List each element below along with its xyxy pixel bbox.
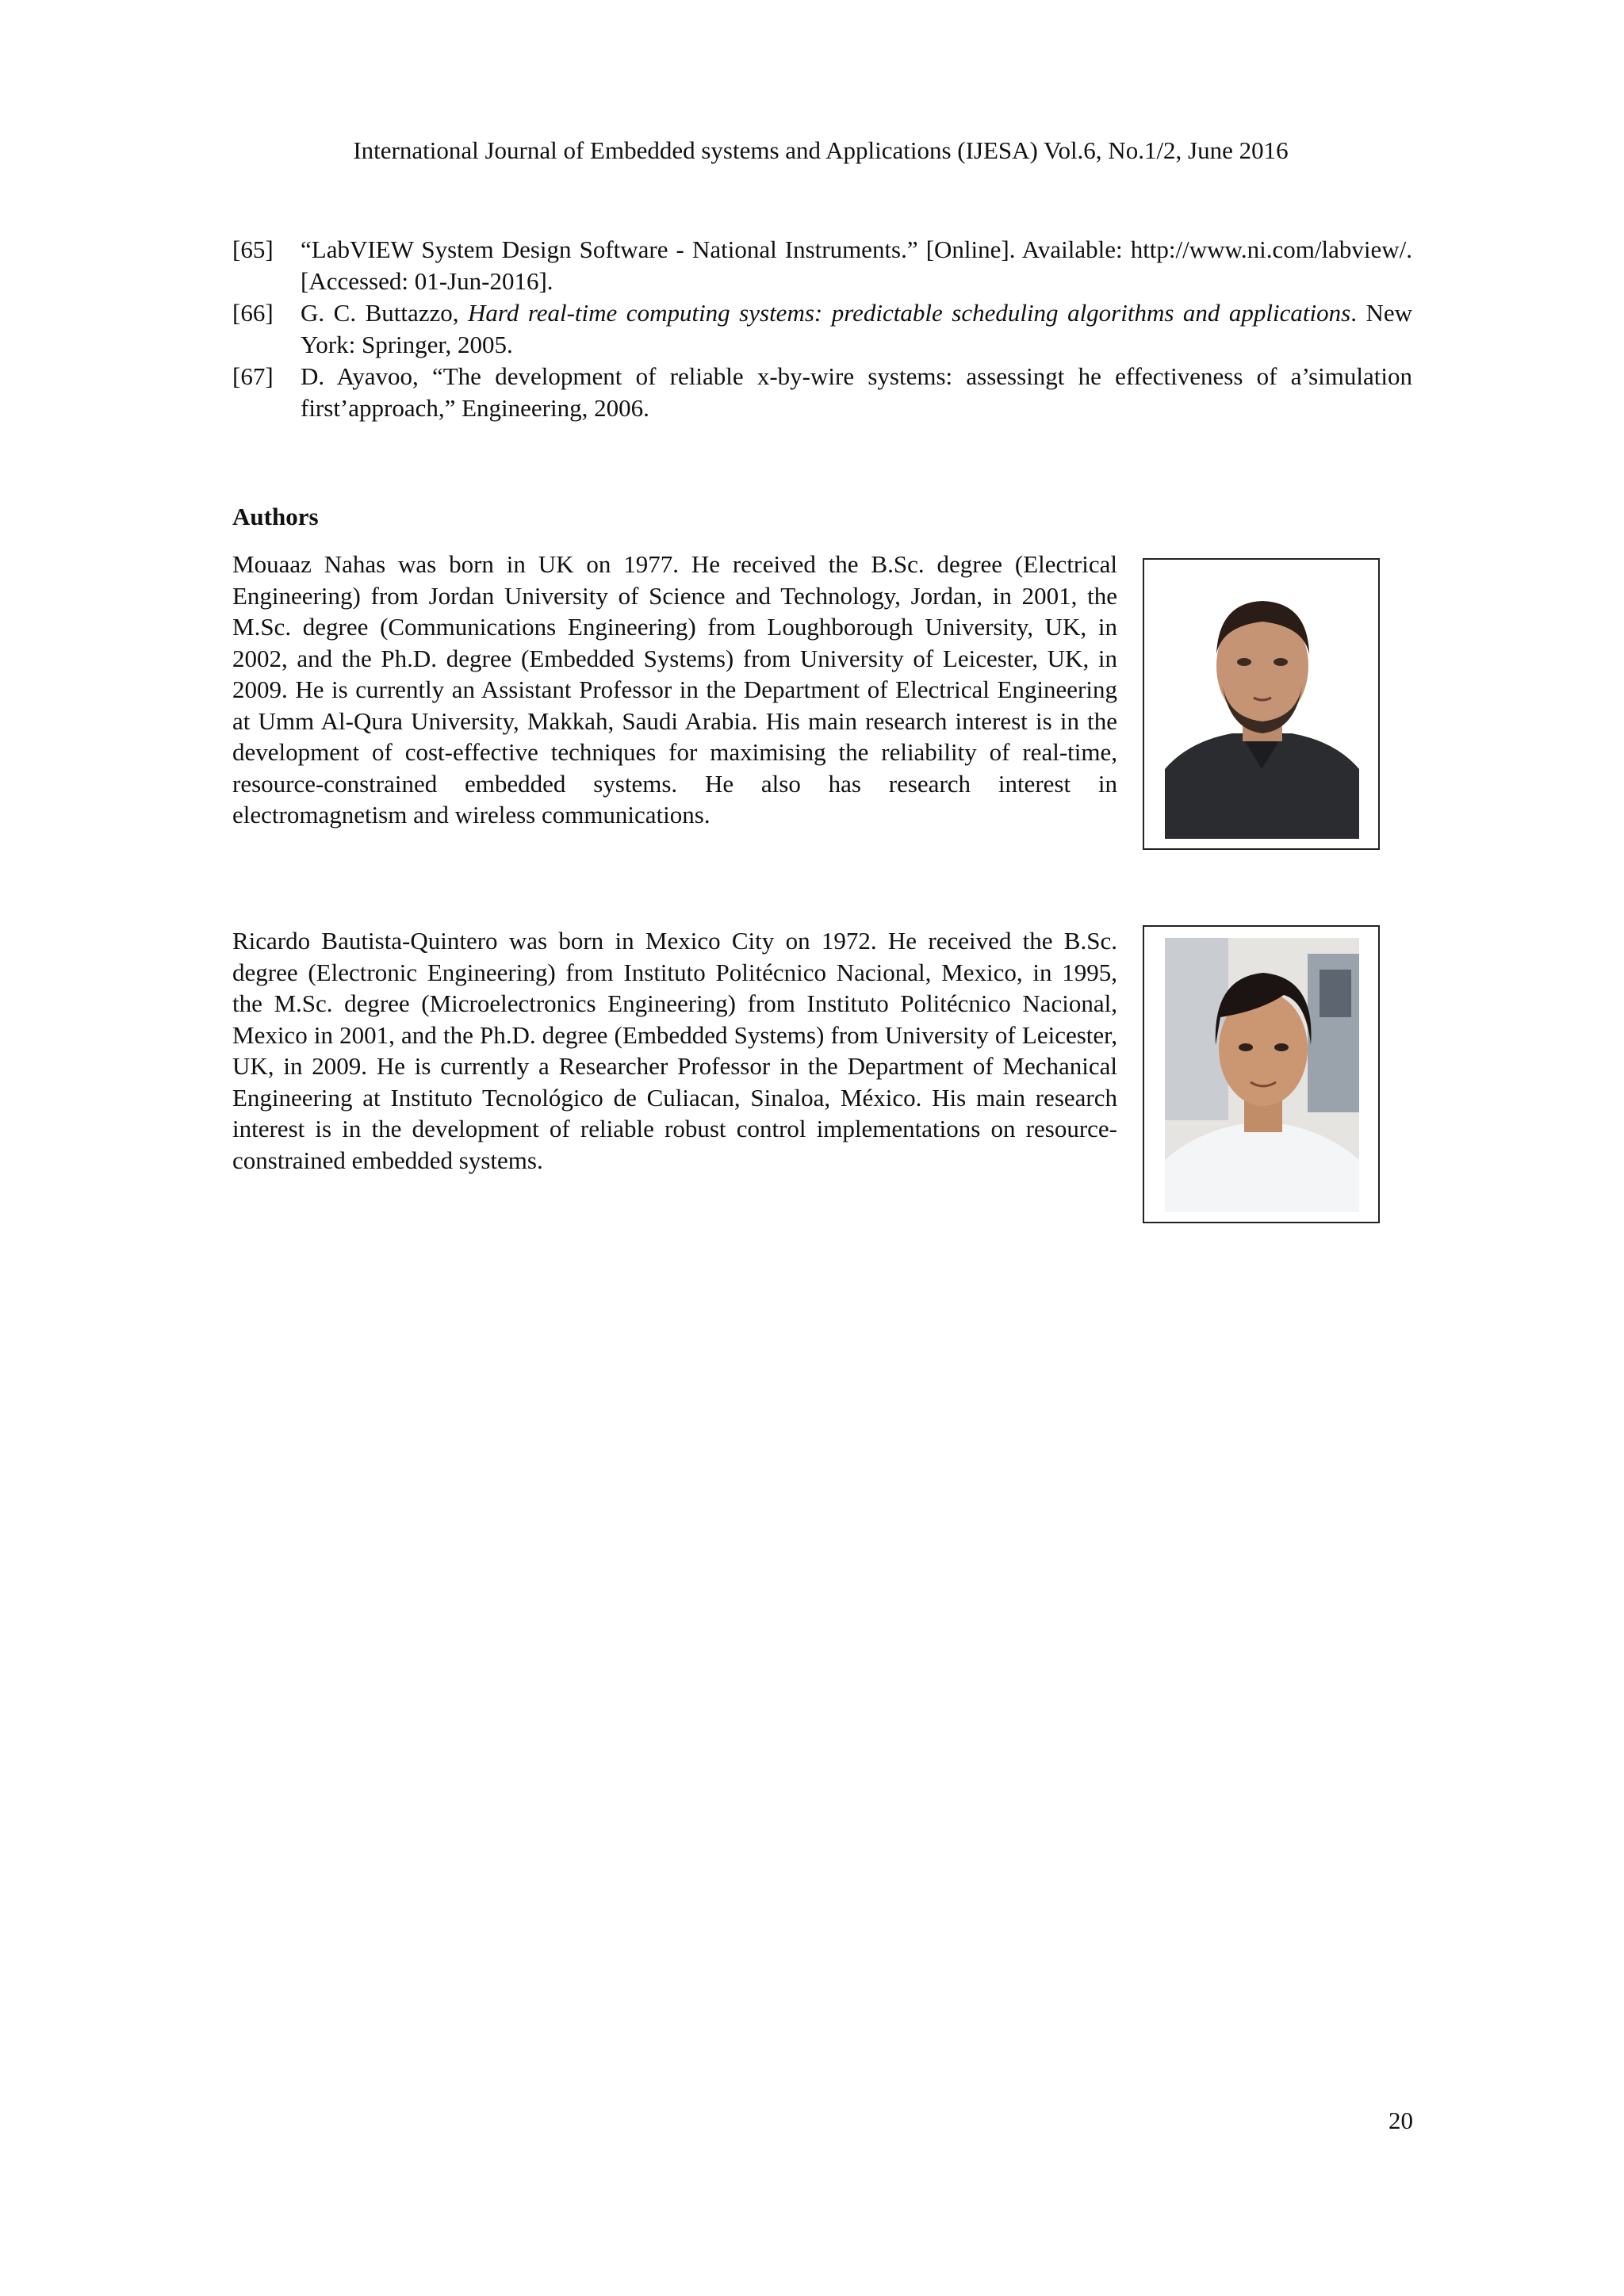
reference-list: [232, 234, 1412, 424]
authors-heading: Authors: [232, 503, 319, 530]
reference-number: [67]: [232, 362, 274, 390]
reference-item: [232, 234, 1412, 297]
portrait-image: [1165, 938, 1359, 1212]
reference-text: [301, 297, 1412, 361]
author-photo-frame: [1143, 925, 1380, 1223]
reference-text-plain: G. C. Buttazzo,: [301, 299, 469, 327]
reference-book-title: Hard real-time computing systems: predictable scheduling algorithms and applications: [468, 299, 1351, 327]
author-photo: [1165, 938, 1359, 1212]
reference-text-plain: . New York: Springer, 2005.: [301, 299, 1412, 358]
author-bio-nahas: Mouaaz Nahas was born in UK on 1977. He received the B.Sc. degree (Electrical Engineering) from Jordan University of Science and Technology, Jordan, in 2001, the M.Sc. degree (Communications Engineering) from Loughborough University, UK, in 2002, and the Ph.D. degree (Embedded Systems) from University of Leicester, UK, in 2009. He is currently an Assistant Professor in the Department of Electrical Engineering at Umm Al-Qura University, Makkah, Saudi Arabia. His main research interest is in the development of cost-effective techniques for maximising the reliability of real-time, resource-constrained embedded systems. He also has research interest in electromagnetism and wireless communications.: [232, 550, 1117, 828]
portrait-image: [1165, 571, 1359, 839]
page-number: 20: [1388, 2107, 1413, 2134]
author-photo-frame: [1143, 558, 1380, 850]
running-header: International Journal of Embedded systems and Applications (IJESA) Vol.6, No.1/2, June 2016: [353, 136, 1289, 164]
reference-item: [232, 361, 1412, 424]
reference-text: [301, 361, 1412, 424]
author-photo: [1165, 571, 1359, 839]
reference-text-plain: “LabVIEW System Design Software - National Instruments.” [Online]. Available: http://www.ni.com/labview/. [Accessed: 01-Jun-2016].: [301, 235, 1412, 295]
reference-number: [65]: [232, 235, 274, 263]
reference-item: [232, 297, 1412, 361]
reference-number: [66]: [232, 299, 274, 327]
reference-text-plain: D. Ayavoo, “The development of reliable x-by-wire systems: assessingt he effectiveness of a’simulation first’approach,” Engineering, 2006.: [301, 362, 1412, 422]
author-bio-bautista-quintero: Ricardo Bautista-Quintero was born in Mexico City on 1972. He received the B.Sc. degree (Electronic Engineering) from Instituto Politécnico Nacional, Mexico, in 1995, the M.Sc. degree (Microelectronics Engineering) from Instituto Politécnico Nacional, Mexico in 2001, and the Ph.D. degree (Embedded Systems) from University of Leicester, UK, in 2009. He is currently a Researcher Professor in the Department of Mechanical Engineering at Instituto Tecnológico de Culiacan, Sinaloa, México. His main research interest is in the development of reliable robust control implementations on resource-constrained embedded systems.: [232, 927, 1117, 1174]
reference-text: [301, 234, 1412, 297]
